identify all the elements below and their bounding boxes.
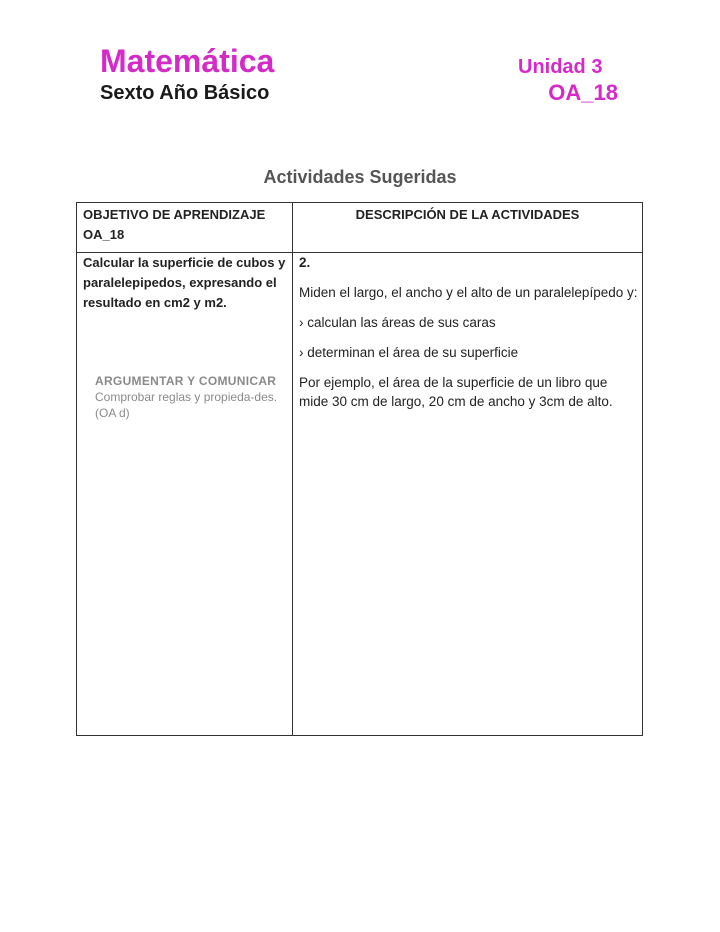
objective-code: OA_18 xyxy=(548,80,618,105)
skill-title: ARGUMENTAR Y COMUNICAR xyxy=(95,374,277,388)
activity-bullet: › calculan las áreas de sus caras xyxy=(299,315,496,330)
unit-label: Unidad 3 xyxy=(518,56,603,78)
skill-text: Comprobar reglas y propieda-des. (OA d) xyxy=(95,390,278,420)
activity-number: 2. xyxy=(299,255,311,270)
column-divider xyxy=(292,203,293,735)
section-title: Actividades Sugeridas xyxy=(263,167,457,187)
objective-text: Calcular la superficie de cubos y paralelepipedos, expresando el resultado en cm2 y m2. xyxy=(83,255,286,310)
subject-title: Matemática xyxy=(100,43,275,79)
activity-intro: Miden el largo, el ancho y el alto de un paralelepípedo y: xyxy=(299,285,638,300)
description-column-header: DESCRIPCIÓN DE LA ACTIVIDADES xyxy=(355,207,580,222)
activity-example: Por ejemplo, el área de la superficie de un libro que mide 30 cm de largo, 20 cm de ancho y 3cm de alto. xyxy=(299,375,613,409)
activity-bullet: › determinan el área de su superficie xyxy=(299,345,519,360)
activity-description xyxy=(299,253,639,422)
skill-box xyxy=(95,373,291,421)
objective-column-header: OBJETIVO DE APRENDIZAJE OA_18 xyxy=(83,207,266,242)
grade-label: Sexto Año Básico xyxy=(100,82,270,104)
activities-table xyxy=(76,202,643,736)
